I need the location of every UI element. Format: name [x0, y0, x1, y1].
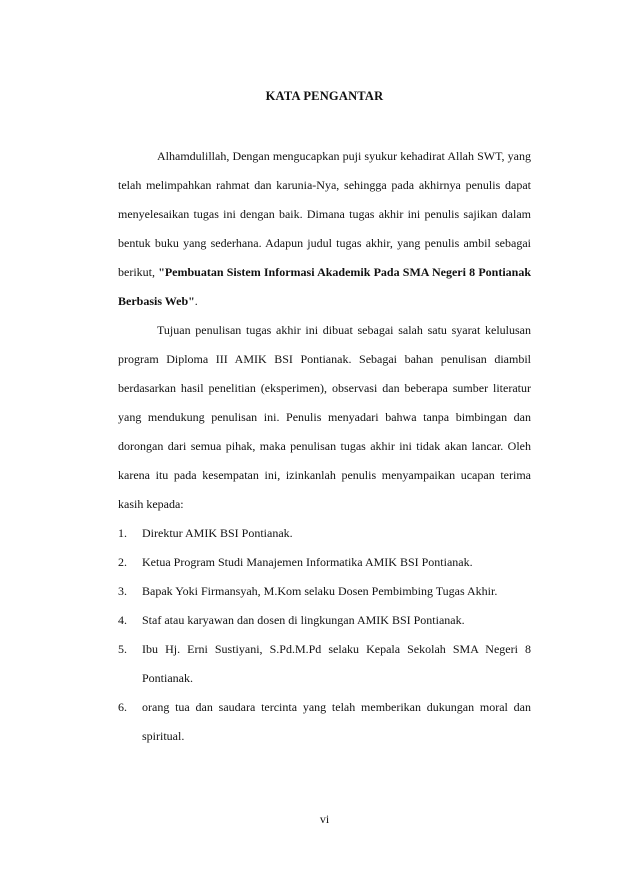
document-body	[118, 142, 531, 751]
page-title: KATA PENGANTAR	[265, 89, 384, 103]
list-item-text: Bapak Yoki Firmansyah, M.Kom selaku Dosen Pembimbing Tugas Akhir.	[142, 584, 498, 598]
acknowledgement-list	[118, 519, 531, 751]
paragraph-purpose: Tujuan penulisan tugas akhir ini dibuat sebagai salah satu syarat kelulusan program Diploma III AMIK BSI Pontianak. Sebagai bahan penulisan diambil berdasarkan hasil penelitian (eksperimen), observasi dan beberapa sumber literatur yang mendukung penulisan ini. Penulis menyadari bahwa tanpa bimbingan dan dorongan dari semua pihak, maka penulisan tugas akhir ini tidak akan lancar. Oleh karena itu pada kesempatan ini, izinkanlah penulis menyampaikan ucapan terima kasih kepada:	[118, 323, 531, 511]
list-item	[118, 693, 531, 751]
list-item-text: Direktur AMIK BSI Pontianak.	[142, 526, 293, 540]
page-number: vi	[319, 812, 330, 826]
list-item	[118, 548, 531, 577]
list-item-number: 5.	[118, 642, 127, 656]
list-item-text: Ketua Program Studi Manajemen Informatika AMIK BSI Pontianak.	[142, 555, 473, 569]
list-item	[118, 519, 531, 548]
list-item-text: Ibu Hj. Erni Sustiyani, S.Pd.M.Pd selaku Kepala Sekolah SMA Negeri 8 Pontianak.	[142, 642, 531, 685]
list-item	[118, 635, 531, 693]
list-item-text: Staf atau karyawan dan dosen di lingkungan AMIK BSI Pontianak.	[142, 613, 465, 627]
list-item-number: 6.	[118, 700, 127, 714]
list-item	[118, 577, 531, 606]
paragraph-opening-end: .	[194, 294, 198, 308]
list-item-number: 3.	[118, 584, 127, 598]
list-item-number: 1.	[118, 526, 127, 540]
paragraph-opening	[118, 142, 531, 316]
list-item-number: 4.	[118, 613, 127, 627]
list-item-text: orang tua dan saudara tercinta yang telah memberikan dukungan moral dan spiritual.	[142, 700, 531, 743]
paragraph-opening-text: Alhamdulillah, Dengan mengucapkan puji syukur kehadirat Allah SWT, yang telah melimpahkan rahmat dan karunia-Nya, sehingga pada akhirnya penulis dapat menyelesaikan tugas ini dengan baik. Dimana tugas akhir ini penulis sajikan dalam bentuk buku yang sederhana. Adapun judul tugas akhir, yang penulis ambil sebagai berikut,	[118, 149, 531, 279]
list-item-number: 2.	[118, 555, 127, 569]
thesis-title: "Pembuatan Sistem Informasi Akademik Pada SMA Negeri 8 Pontianak Berbasis Web"	[118, 265, 532, 308]
list-item	[118, 606, 531, 635]
